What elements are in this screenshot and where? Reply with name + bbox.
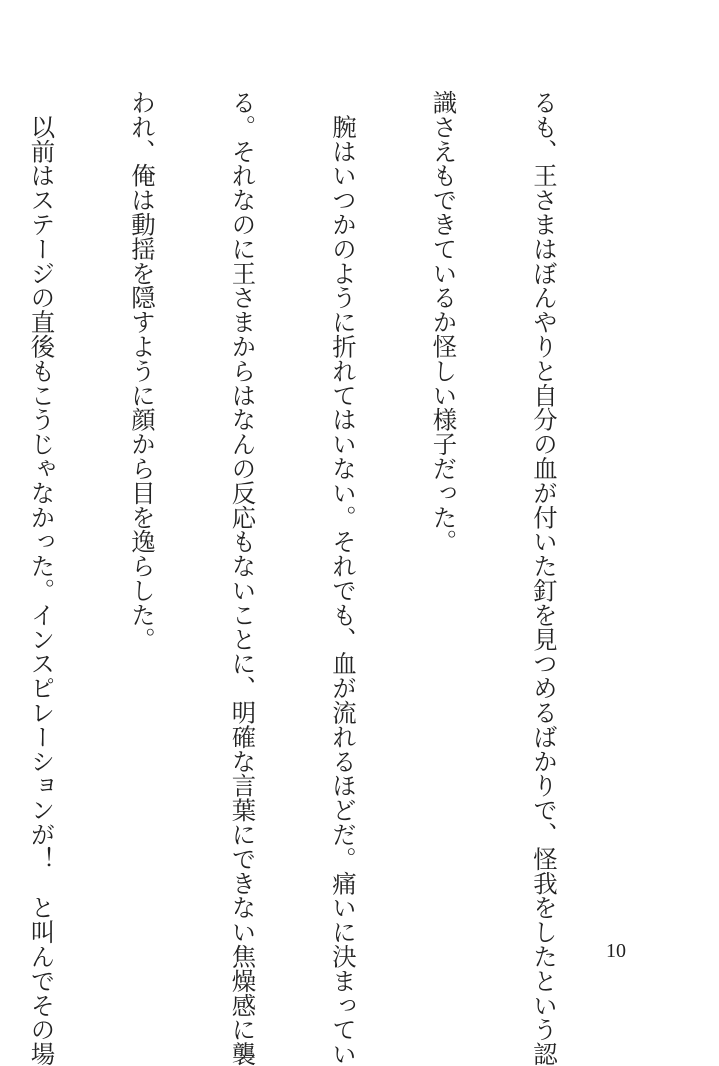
- text-column: るも、王さまはぼんやりと自分の血が付いた釘を見つめるばかりで、怪我をしたという認: [529, 90, 558, 1066]
- text-column: 腕はいつかのように折れてはいない。それでも、血が流れるほどだ。痛いに決まってい: [328, 90, 357, 1066]
- text-column: 以前はステージの直後もこうじゃなかった。インスピレーションが！ と叫んでその場: [26, 90, 56, 1066]
- text-column: 識さえもできているか怪しい様子だった。: [428, 90, 458, 554]
- page-number: 10: [606, 940, 626, 962]
- text-column: る。それなのに王さまからはなんの反応もないことに、明確な言葉にできない焦燥感に襲: [227, 90, 257, 1066]
- text-column: われ、俺は動揺を隠すように顔から目を逸らした。: [127, 90, 156, 652]
